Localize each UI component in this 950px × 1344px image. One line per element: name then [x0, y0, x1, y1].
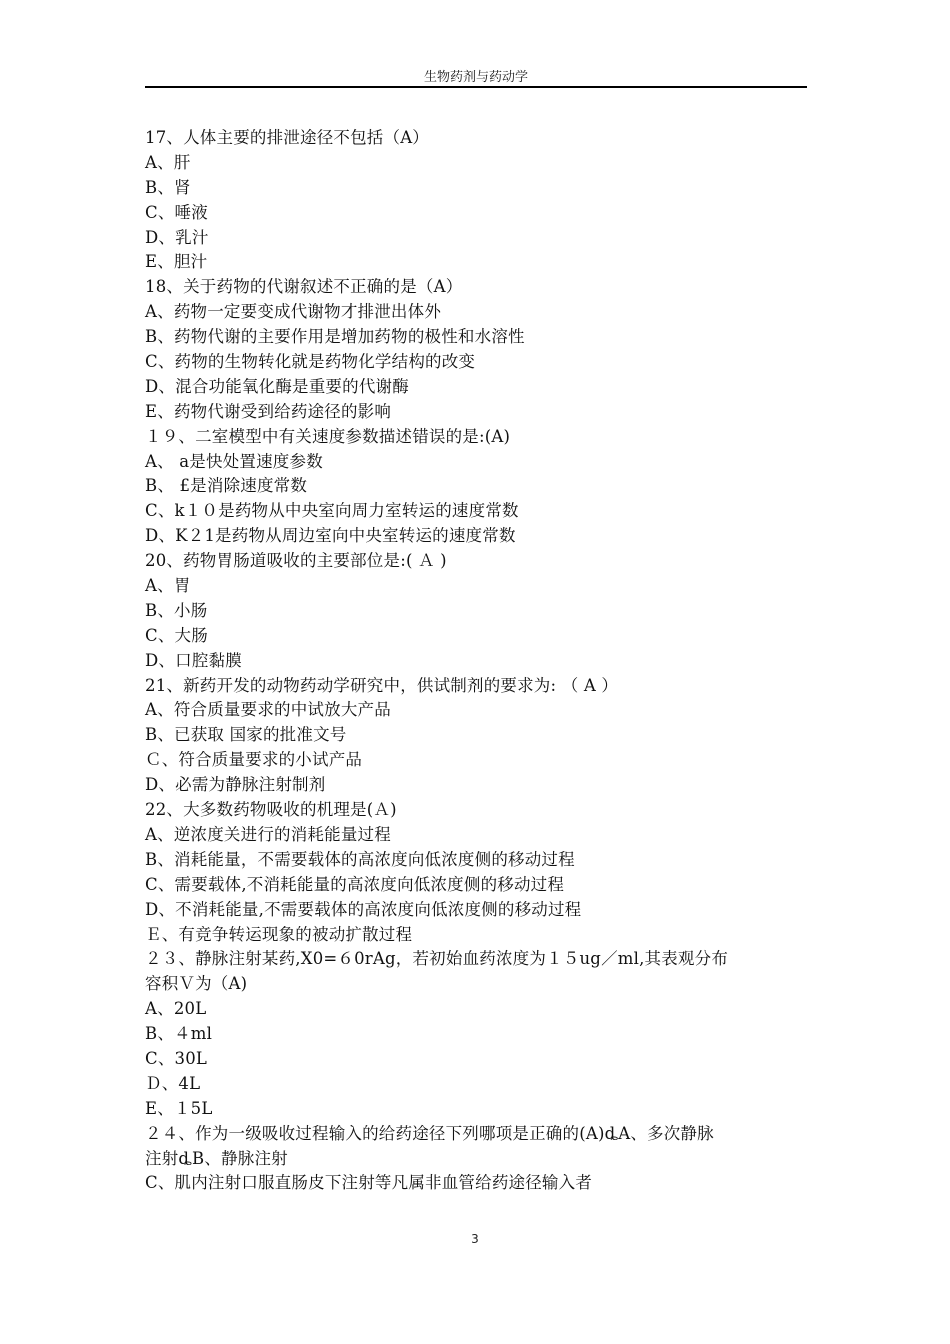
text-line: A、药物一定要变成代谢物才排泄出体外: [145, 302, 442, 322]
text-line: B、 £是消除速度常数: [145, 476, 308, 496]
text-line: B、４ml: [145, 1024, 213, 1044]
header-rule: [145, 86, 807, 88]
text-line: C、30L: [145, 1048, 208, 1068]
text-line: D、混合功能氧化酶是重要的代谢酶: [145, 376, 409, 396]
text-line: C、大肠: [145, 625, 208, 645]
text-line: Ｃ、符合质量要求的小试产品: [145, 750, 363, 770]
text-line: A、符合质量要求的中试放大产品: [145, 700, 391, 720]
text-line: D、口腔黏膜: [145, 650, 242, 670]
text-line: B、消耗能量，不需要载体的高浓度向低浓度侧的移动过程: [145, 849, 575, 869]
text-line: 20、药物胃肠道吸收的主要部位是:( Ａ ): [145, 551, 447, 571]
text-line: A、 a是快处置速度参数: [145, 451, 323, 471]
text-line: 22、大多数药物吸收的机理是(Ａ): [145, 800, 397, 820]
text-line: C、唾液: [145, 202, 208, 222]
text-line: 容积Ｖ为（A): [145, 974, 248, 994]
text-line: 21、新药开发的动物药动学研究中，供试制剂的要求为: （ A ）: [145, 675, 619, 695]
text-line: E、１5L: [145, 1098, 213, 1118]
text-line: C、k１０是药物从中央室向周力室转运的速度常数: [145, 501, 519, 521]
text-line: C、药物的生物转化就是药物化学结构的改变: [145, 352, 476, 372]
text-line: A、胃: [145, 576, 191, 596]
page-header-title: 生物药剂与药动学: [423, 70, 528, 85]
text-line: A、肝: [145, 152, 191, 172]
text-line: D、乳汁: [145, 227, 209, 247]
text-line: Ｅ、有竞争转运现象的被动扩散过程: [145, 924, 413, 944]
text-line: １９、二室模型中有关速度参数描述错误的是:(A): [145, 426, 511, 446]
text-line: 18、关于药物的代谢叙述不正确的是（A）: [145, 277, 463, 297]
text-line: C、肌内注射口服直肠皮下注射等凡属非血管给药途径输入者: [145, 1173, 593, 1193]
text-line: D、K２1是药物从周边室向中央室转运的速度常数: [145, 526, 516, 546]
text-line: E、胆汁: [145, 252, 208, 272]
text-line: 17、人体主要的排泄途径不包括（A）: [145, 128, 430, 147]
text-line: C、需要载体,不消耗能量的高浓度向低浓度侧的移动过程: [145, 874, 565, 894]
text-line: Ｄ、4L: [145, 1073, 201, 1093]
text-line: D、不消耗能量,不需要载体的高浓度向低浓度侧的移动过程: [145, 899, 582, 919]
text-line: B、药物代谢的主要作用是增加药物的极性和水溶性: [145, 327, 525, 347]
text-line: 注射ȡB、静脉注射: [145, 1148, 288, 1168]
text-line: A、逆浓度关进行的消耗能量过程: [145, 824, 391, 844]
text-line: B、肾: [145, 177, 191, 197]
text-line: A、20L: [145, 999, 207, 1019]
text-line: E、药物代谢受到给药途径的影响: [145, 401, 392, 421]
text-line: B、已获取 国家的批准文号: [145, 725, 347, 745]
page-number: 3: [471, 1232, 479, 1246]
text-line: D、必需为静脉注射制剂: [145, 775, 326, 795]
text-line: B、小肠: [145, 600, 208, 620]
text-line: ２３、静脉注射某药,X0=６0rAg，若初始血药浓度为１５ug／ml,其表观分布: [145, 949, 729, 969]
text-line: ２４、作为一级吸收过程输入的给药途径下列哪项是正确的(A)ȡA、多次静脉: [145, 1123, 714, 1143]
document-body: [145, 126, 807, 1196]
